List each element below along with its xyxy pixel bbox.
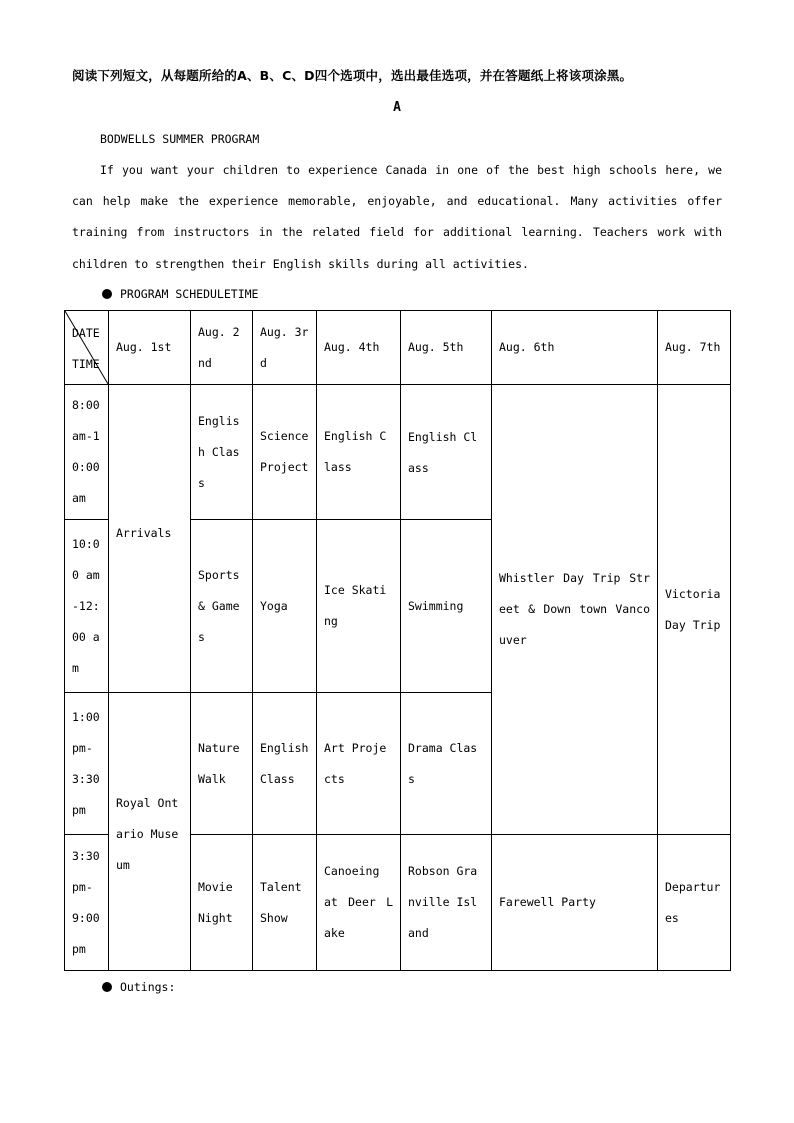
date-header: Aug. 4th: [317, 311, 401, 385]
program-title: BODWELLS SUMMER PROGRAM: [100, 132, 260, 146]
arrivals-cell: Arrivals: [109, 385, 191, 693]
schedule-table: [64, 310, 731, 971]
time-cell: 8:00 am-10:00 am: [65, 385, 109, 520]
activity-cell: Talent Show: [253, 835, 317, 971]
aug6-day-trip-cell: Whistler Day Trip Street & Down town Vancouver: [492, 385, 658, 835]
departures-cell: Departures: [658, 835, 731, 971]
activity-cell: English Class: [317, 385, 401, 520]
schedule-heading: [102, 287, 258, 301]
activity-cell: Robson Granville Island: [401, 835, 492, 971]
aug7-day-trip-cell: Victoria Day Trip: [658, 385, 731, 835]
activity-cell: English Class: [401, 385, 492, 520]
outings-heading-text: Outings:: [120, 980, 176, 994]
activity-cell: Canoeing at Deer Lake: [317, 835, 401, 971]
date-header: Aug. 1st: [109, 311, 191, 385]
intro-paragraph: If you want your children to experience Canada in one of the best high schools here, we can help make the experience memorable, enjoyable, and educational. Many activities offer training from instructors in the related field for additional learning. Teachers work with children to strengthen their English skills during all activities.: [72, 163, 722, 271]
corner-time-label: TIME: [72, 357, 100, 371]
date-header: Aug. 7th: [658, 311, 731, 385]
header-row: [65, 311, 731, 385]
activity-cell: Movie Night: [191, 835, 253, 971]
table-row: [65, 385, 731, 520]
activity-cell: Sports & Games: [191, 520, 253, 693]
activity-cell: Ice Skating: [317, 520, 401, 693]
time-cell: 10:00 am-12:00 am: [65, 520, 109, 693]
royal-ontario-cell: Royal Ontario Museum: [109, 693, 191, 971]
activity-cell: Art Projects: [317, 693, 401, 835]
outings-heading: [102, 980, 175, 994]
bullet-icon: [102, 982, 112, 992]
date-header: Aug. 5th: [401, 311, 492, 385]
schedule-heading-text: PROGRAM SCHEDULETIME: [120, 287, 259, 301]
section-label: A: [393, 100, 401, 115]
bullet-icon: [102, 289, 112, 299]
activity-cell: English Class: [191, 385, 253, 520]
date-header: Aug. 2nd: [191, 311, 253, 385]
activity-cell: Drama Class: [401, 693, 492, 835]
date-header: Aug. 6th: [492, 311, 658, 385]
activity-cell: English Class: [253, 693, 317, 835]
time-cell: 1:00 pm-3:30 pm: [65, 693, 109, 835]
farewell-cell: Farewell Party: [492, 835, 658, 971]
activity-cell: Science Project: [253, 385, 317, 520]
date-header: Aug. 3rd: [253, 311, 317, 385]
activity-cell: Nature Walk: [191, 693, 253, 835]
activity-cell: Swimming: [401, 520, 492, 693]
time-cell: 3:30 pm-9:00 pm: [65, 835, 109, 971]
corner-date-label: DATE: [72, 326, 100, 340]
instruction-text: 阅读下列短文，从每题所给的A、B、C、D四个选项中，选出最佳选项，并在答题纸上将该项涂黑。: [72, 68, 633, 83]
corner-cell: [65, 311, 109, 385]
activity-cell: Yoga: [253, 520, 317, 693]
